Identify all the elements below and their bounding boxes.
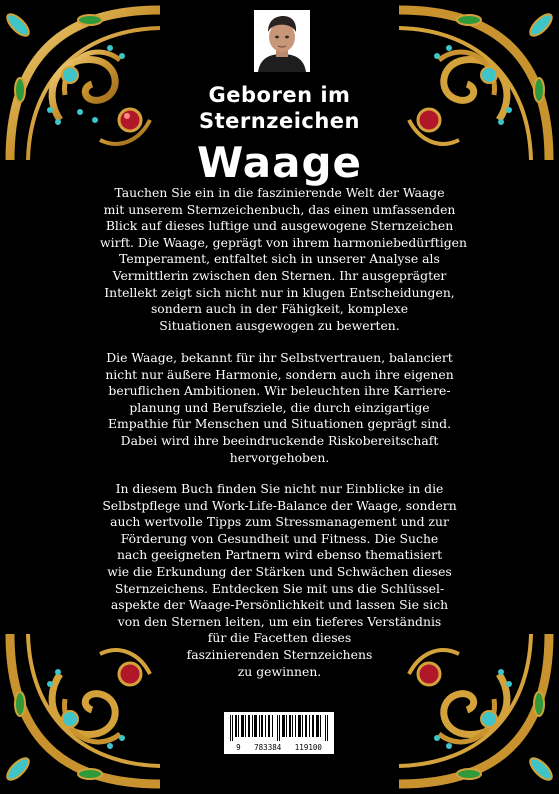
blurb-line: nach geeigneten Partnern wird ebenso thematisiert — [116, 547, 443, 563]
blurb-line: Intellekt zeigt sich nicht nur in klugen Entscheidungen, — [104, 284, 455, 300]
blurb-line: Situationen ausgewogen zu bewerten. — [159, 317, 400, 333]
blurb-line: nicht nur äußere Harmonie, sondern auch ihre eigenen — [105, 366, 454, 382]
blurb-line: Sternzeichens. Entdecken Sie mit uns die Schlüssel- — [114, 580, 445, 596]
author-photo — [254, 10, 310, 72]
blurb-line: von den Sternen leiten, um ein tieferes Verständnis — [117, 613, 442, 629]
blurb-line: zu gewinnen. — [237, 663, 322, 679]
barcode-bars — [230, 715, 328, 741]
blurb-line: wirft. Die Waage, geprägt von ihrem harmoniebedürftigen — [100, 234, 467, 250]
blurb-line: Empathie für Menschen und Situationen geprägt sind. — [107, 416, 452, 432]
isbn-barcode — [224, 712, 334, 754]
blurb-line: aspekte der Waage-Persönlichkeit und lassen Sie sich — [110, 597, 449, 613]
title-zodiac-sign: Waage — [196, 138, 363, 187]
blurb-line: Dabei wird ihre beeindruckende Riskobereitschaft — [120, 432, 439, 448]
blurb-line: beruflichen Ambitionen. Wir beleuchten ihre Karriere- — [108, 383, 451, 399]
blurb-paragraph-3 — [100, 481, 459, 680]
blurb-line: für die Facetten dieses — [207, 630, 352, 646]
blurb-line: faszinierenden Sternzeichens — [186, 646, 373, 662]
blurb-paragraph-1 — [100, 185, 467, 334]
blurb-line: In diesem Buch finden Sie nicht nur Einblicke in die — [115, 481, 444, 496]
blurb-line: Die Waage, bekannt für ihr Selbstvertrauen, balanciert — [106, 350, 453, 365]
blurb-line: hervorgehoben. — [229, 449, 330, 465]
blurb-line: Temperament, entfaltet sich in unserer Analyse als — [119, 251, 440, 267]
blurb-line: sondern auch in der Fähigkeit, komplexe — [150, 301, 409, 317]
title-line-1: Geboren im — [208, 83, 351, 107]
blurb-line: Tauchen Sie ein in die faszinierende Welt der Waage — [114, 185, 445, 200]
barcode-digits: 9 783384 119100 — [236, 743, 322, 752]
blurb-line: Vermittlerin zwischen den Sternen. Ihr ausgeprägter — [112, 267, 447, 283]
blurb-line: Blick auf dieses luftige und ausgewogene Sternzeichen — [105, 218, 454, 234]
blurb-paragraph-2 — [100, 350, 459, 466]
title-line-2: Sternzeichen — [199, 109, 360, 133]
blurb-line: Selbstpflege und Work-Life-Balance der Waage, sondern — [102, 497, 457, 513]
blurb-line: planung und Berufsziele, die durch einzigartige — [129, 399, 430, 415]
blurb-line: Förderung von Gesundheit und Fitness. Die Suche — [120, 530, 439, 546]
blurb-line: wie die Erkundung der Stärken und Schwächen dieses — [107, 563, 452, 579]
blurb-line: auch wertvolle Tipps zum Stressmanagement und zur — [110, 514, 449, 530]
blurb-line: mit unserem Sternzeichenbuch, das einen umfassenden — [103, 201, 456, 217]
